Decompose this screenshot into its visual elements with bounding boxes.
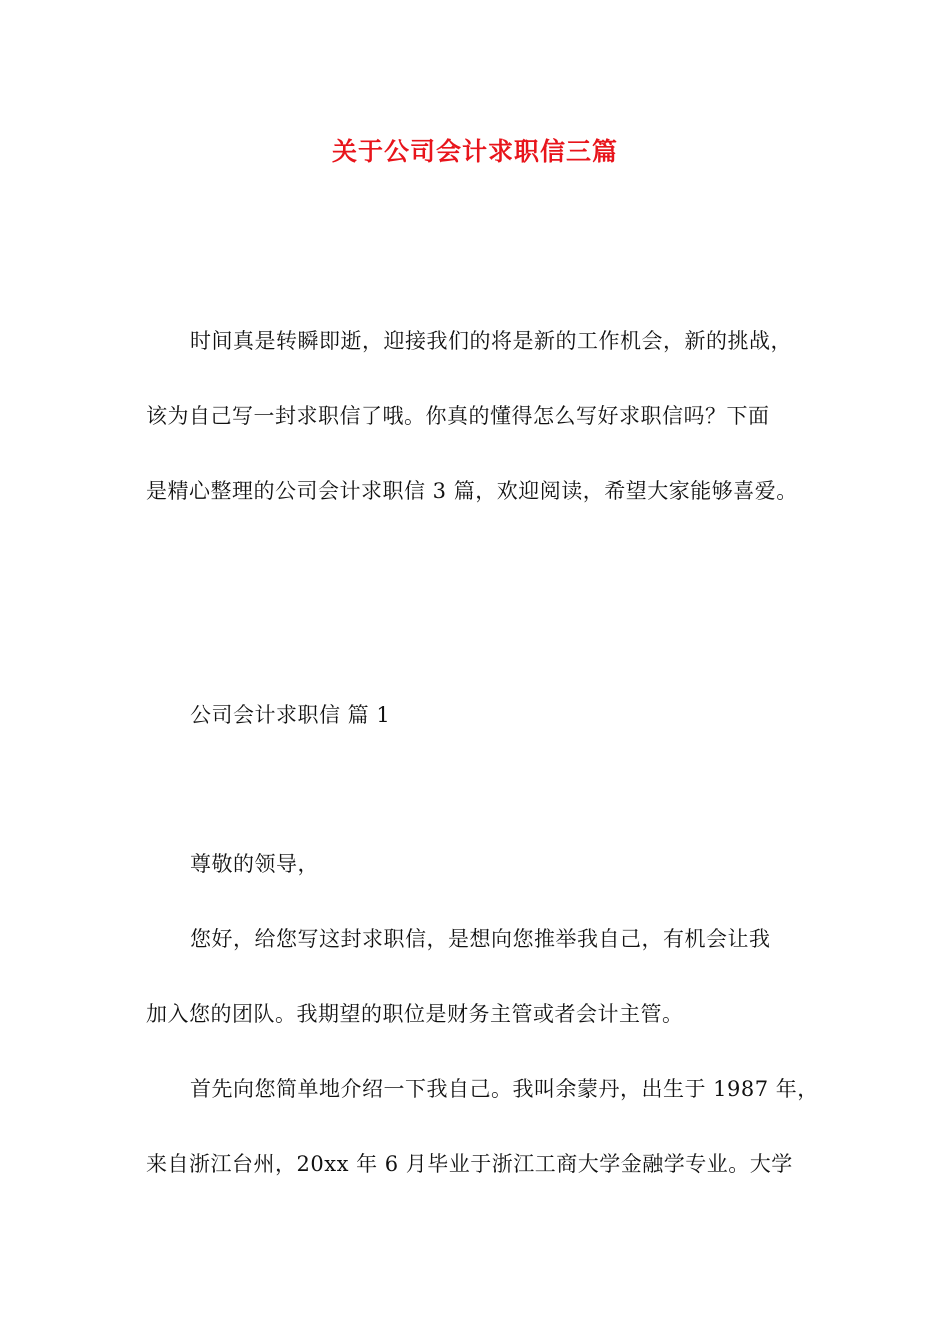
document-title: 关于公司会计求职信三篇 [331,137,618,166]
letter-line: 加入您的团队。我期望的职位是财务主管或者会计主管。 [146,1002,684,1026]
intro-line: 该为自己写一封求职信了哦。你真的懂得怎么写好求职信吗？下面 [146,404,770,428]
letter-line: 首先向您简单地介绍一下我自己。我叫余蒙丹，出生于 1987 年， [190,1077,819,1101]
section-heading: 公司会计求职信 篇 1 [190,703,391,727]
letter-line: 您好，给您写这封求职信，是想向您推举我自己，有机会让我 [190,927,771,951]
letter-line: 来自浙江台州，20xx 年 6 月毕业于浙江工商大学金融学专业。大学 [146,1152,793,1176]
intro-line: 是精心整理的公司会计求职信 3 篇，欢迎阅读，希望大家能够喜爱。 [146,479,798,503]
intro-line: 时间真是转瞬即逝，迎接我们的将是新的工作机会，新的挑战， [190,329,792,353]
letter-salutation: 尊敬的领导， [190,852,319,876]
